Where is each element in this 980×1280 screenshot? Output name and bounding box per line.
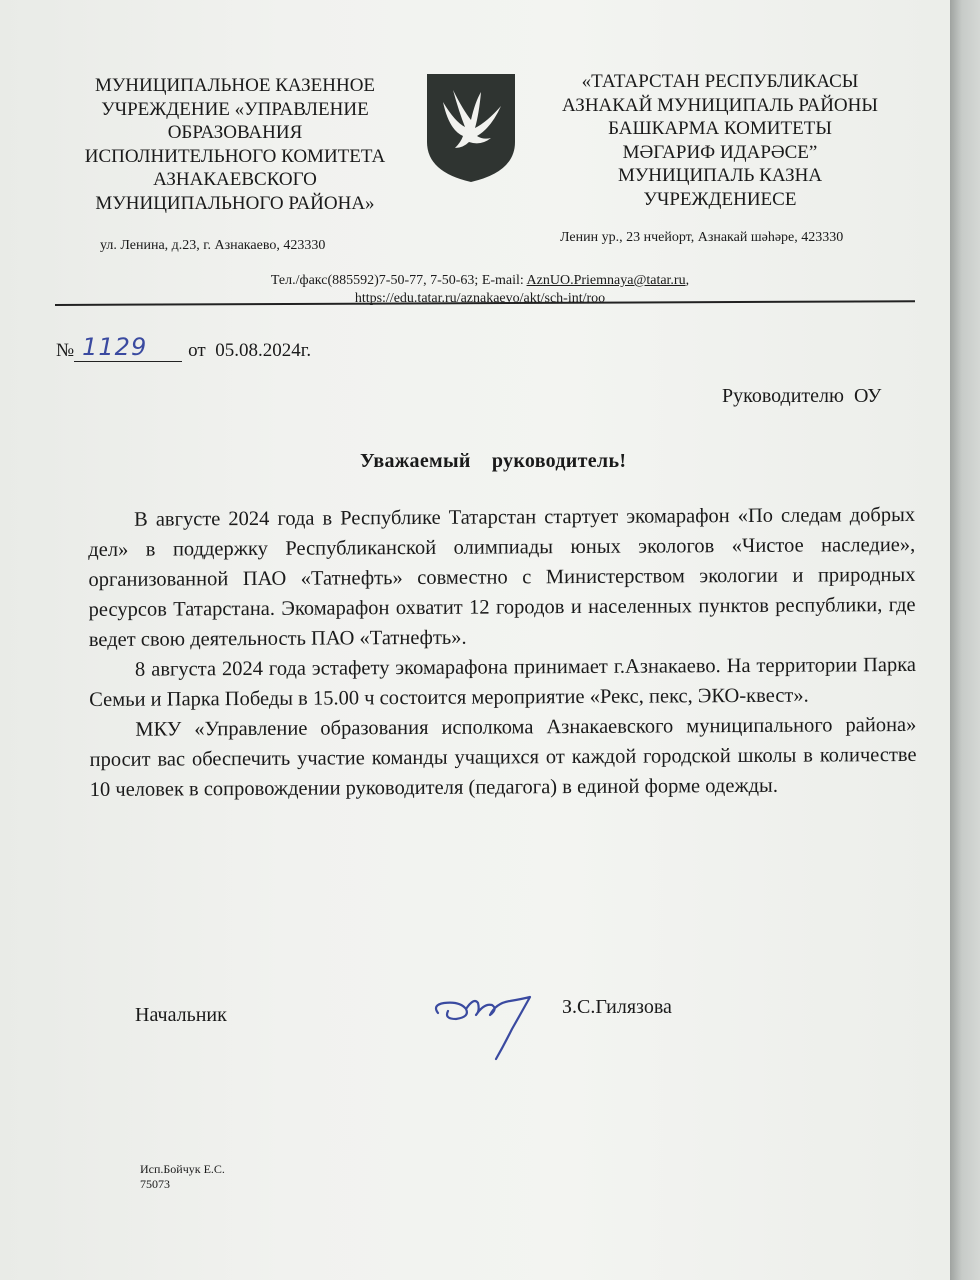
signatory-title: Начальник <box>135 1004 227 1026</box>
contacts-phone: Тел./факс(885592)7-50-77, 7-50-63; E-mail: <box>270 273 527 288</box>
registration-number-field <box>74 333 182 362</box>
registration-date: 05.08.2024г. <box>215 340 312 361</box>
body-paragraph-3: МКУ «Управление образования исполкома Азнакаевского муниципального района» просит вас обеспечить участие команды учащихся от каждой городской школы в количестве 10 человек в сопровождении руководителя (педагога) в единой форме одежды. <box>89 713 917 801</box>
background-edge <box>950 0 980 1280</box>
header-left-organization: МУНИЦИПАЛЬНОЕ КАЗЕННОЕ УЧРЕЖДЕНИЕ «УПРАВЛЕНИЕ ОБРАЗОВАНИЯ ИСПОЛНИТЕЛЬНОГО КОМИТЕТА АЗНАКАЕВСКОГО МУНИЦИПАЛЬНОГО РАЙОНА» <box>84 75 386 214</box>
address-right: Ленин ур., 23 нчейорт, Азнакай шәһәре, 423330 <box>560 230 844 245</box>
header-right-organization: «ТАТАРСТАН РЕСПУБЛИКАСЫ АЗНАКАЙ МУНИЦИПАЛЬ РАЙОНЫ БАШКАРМА КОМИТЕТЫ МӘГАРИФ ИДАРӘСЕ” МУНИЦИПАЛЬ КАЗНА УЧРЕЖДЕНИЕСЕ <box>562 71 878 210</box>
website-link[interactable]: https://edu.tatar.ru/aznakaevo/akt/sch-int/roo <box>354 291 606 306</box>
addressee: Руководителю ОУ <box>722 385 882 407</box>
executor-info <box>140 1162 225 1192</box>
executor-phone: 75073 <box>140 1177 170 1191</box>
executor-name: Исп.Бойчук Е.С. <box>140 1162 225 1176</box>
date-prefix: от <box>188 340 206 361</box>
body-paragraph-1: В августе 2024 года в Республике Татарстан стартует экомарафон «По следам добрых дел» в поддержку Республиканской олимпиады юных экологов «Чистое наследие», организованной ПАО «Татнефть» совместно с Министерством экологии и природных ресурсов Татарстана. Экомарафон охватит 12 городов и населенных пунктов республики, где ведет свою деятельность ПАО «Татнефть». <box>88 503 916 651</box>
address-left: ул. Ленина, д.23, г. Азнакаево, 423330 <box>100 238 326 253</box>
letter-body <box>88 500 917 805</box>
eagle-coat-of-arms-icon <box>425 72 517 184</box>
number-sign: № <box>56 340 75 361</box>
contacts-comma: , <box>685 273 690 288</box>
body-paragraph-2: 8 августа 2024 года эстафету экомарафона принимает г.Азнакаево. На территории Парка Семьи и Парка Победы в 15.00 ч состоится мероприятие «Рекс, пекс, ЭКО-квест». <box>89 653 917 711</box>
signatory-name: З.С.Гилязова <box>562 996 672 1018</box>
registration-line <box>56 333 312 362</box>
handwritten-signature-icon <box>430 985 550 1065</box>
email-link[interactable]: AznUO.Priemnaya@tatar.ru <box>526 273 686 288</box>
greeting: Уважаемый руководитель! <box>360 450 627 472</box>
handwritten-number: 1129 <box>82 333 148 361</box>
